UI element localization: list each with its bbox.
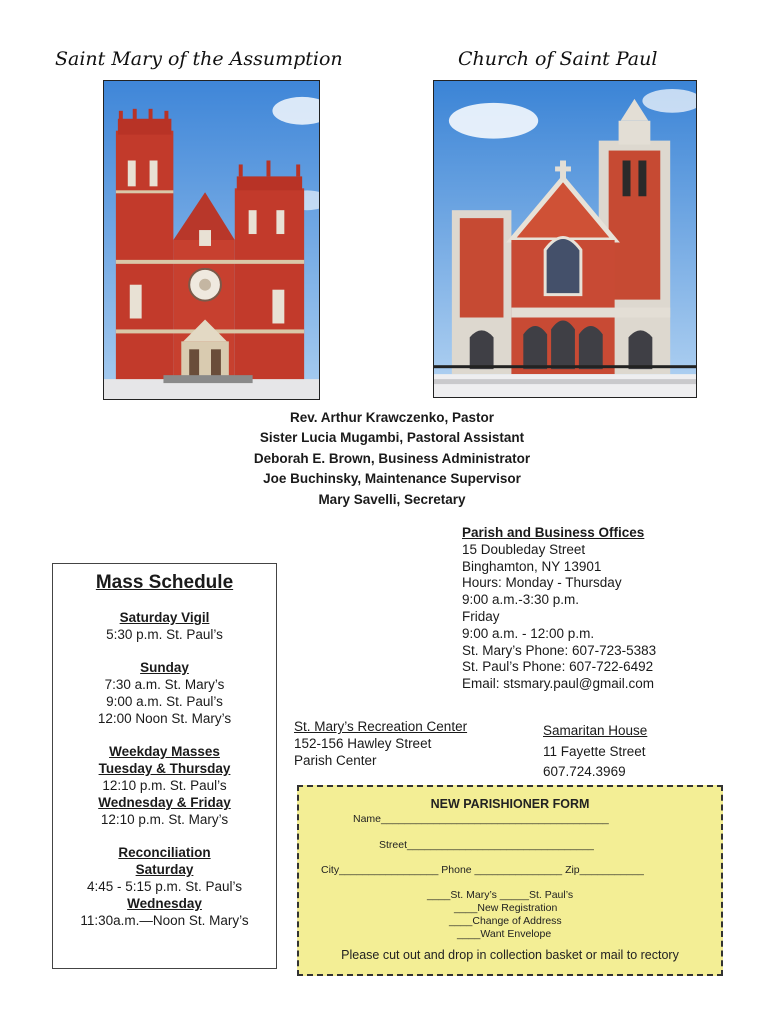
saturday-vigil-heading: Saturday Vigil: [119, 610, 210, 625]
schedule-line: 5:30 p.m. St. Paul’s: [106, 627, 223, 642]
offices-line: 9:00 a.m. - 12:00 p.m.: [462, 625, 595, 641]
church-title-st-mary: Saint Mary of the Assumption: [55, 48, 343, 70]
recreation-address: 152-156 Hawley Street: [294, 736, 432, 751]
new-parishioner-form: [297, 785, 723, 976]
offices-phone-st-mary: St. Mary’s Phone: 607-723-5383: [462, 642, 657, 658]
form-name-field: Name_______________________________________: [353, 813, 609, 825]
offices-line: Binghamton, NY 13901: [462, 558, 602, 574]
form-street-field: Street________________________________: [379, 839, 594, 851]
reconciliation-saturday-heading: Saturday: [135, 862, 194, 877]
st-mary-church-photo: [103, 80, 320, 400]
reconciliation-heading: Reconciliation: [118, 845, 211, 860]
staff-business-administrator: Deborah E. Brown, Business Administrator: [253, 450, 531, 466]
schedule-line: 12:00 Noon St. Mary’s: [97, 711, 232, 726]
mass-schedule-box: [52, 563, 277, 969]
samaritan-address: 11 Fayette Street: [543, 743, 646, 759]
form-city-phone-zip-field: City_________________ Phone _______________ Zip___________: [321, 864, 644, 876]
sunday-heading: Sunday: [140, 660, 189, 675]
offices-heading: Parish and Business Offices: [462, 525, 645, 540]
weekday-masses-heading: Weekday Masses: [109, 744, 220, 759]
offices-line: Hours: Monday - Thursday: [462, 575, 622, 591]
wed-fri-heading: Wednesday & Friday: [98, 795, 231, 810]
mass-schedule-title: Mass Schedule: [95, 572, 234, 593]
form-want-envelope: ____Want Envelope: [457, 928, 552, 940]
church-title-st-paul: Church of Saint Paul: [458, 48, 658, 70]
recreation-subtitle: Parish Center: [294, 753, 377, 768]
tue-thu-heading: Tuesday & Thursday: [98, 761, 231, 776]
st-paul-church-photo: [433, 80, 697, 398]
form-instructions: Please cut out and drop in collection basket or mail to rectory: [341, 948, 679, 962]
schedule-line: 4:45 - 5:15 p.m. St. Paul’s: [86, 879, 243, 894]
reconciliation-wednesday-heading: Wednesday: [127, 896, 202, 911]
samaritan-house-block: [543, 721, 723, 783]
schedule-line: 7:30 a.m. St. Mary’s: [104, 677, 225, 692]
staff-list: [180, 408, 604, 510]
offices-email: Email: stsmary.paul@gmail.com: [462, 676, 654, 692]
recreation-center-heading: St. Mary’s Recreation Center: [294, 719, 468, 734]
parish-offices-block: [462, 525, 752, 693]
recreation-center-block: [294, 718, 514, 769]
offices-line: 9:00 a.m.-3:30 p.m.: [462, 592, 580, 608]
samaritan-house-heading: Samaritan House: [543, 723, 648, 738]
form-title: NEW PARISHIONER FORM: [430, 797, 590, 811]
staff-pastor: Rev. Arthur Krawczenko, Pastor: [289, 410, 495, 425]
offices-phone-st-paul: St. Paul’s Phone: 607-722-6492: [462, 659, 654, 675]
form-change-of-address: ____Change of Address: [449, 915, 562, 927]
schedule-line: 9:00 a.m. St. Paul’s: [106, 694, 223, 709]
staff-pastoral-assistant: Sister Lucia Mugambi, Pastoral Assistant: [259, 430, 525, 446]
offices-line: 15 Doubleday Street: [462, 541, 586, 557]
schedule-line: 12:10 p.m. St. Paul’s: [102, 778, 227, 793]
schedule-line: 12:10 p.m. St. Mary’s: [100, 812, 229, 827]
staff-maintenance-supervisor: Joe Buchinsky, Maintenance Supervisor: [263, 471, 521, 487]
form-new-registration: ____New Registration: [454, 902, 558, 914]
offices-line: Friday: [462, 608, 500, 624]
staff-secretary: Mary Savelli, Secretary: [318, 491, 466, 507]
form-parish-choice: ____St. Mary’s _____St. Paul’s: [427, 889, 574, 901]
samaritan-phone: 607.724.3969: [543, 764, 626, 779]
schedule-line: 11:30a.m.—Noon St. Mary’s: [80, 913, 249, 928]
